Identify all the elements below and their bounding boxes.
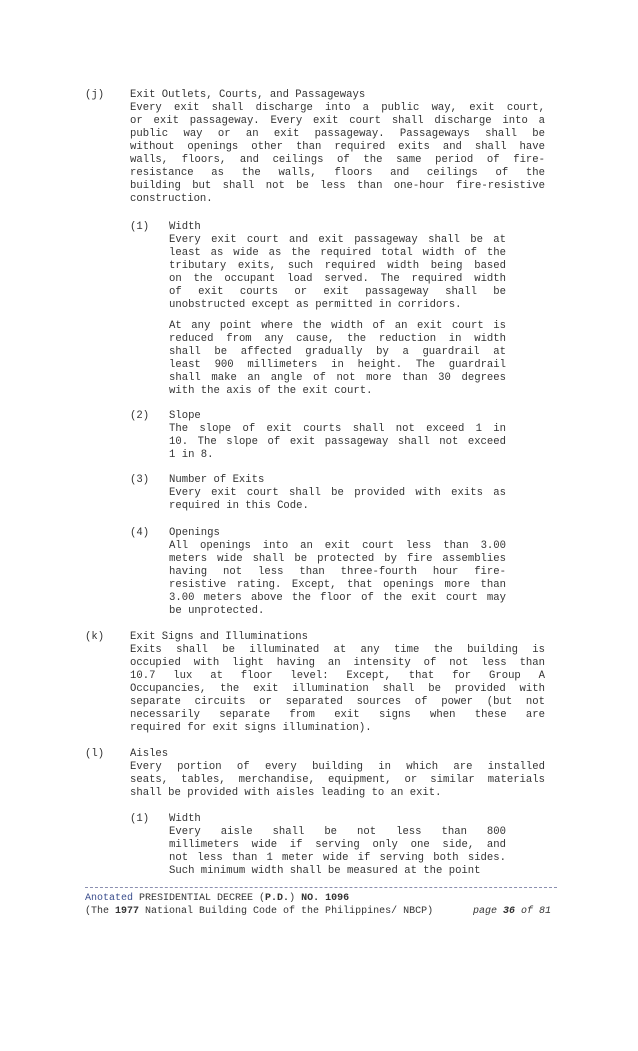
- j-sub4-line: having not less than three-fourth hour fire-: [169, 566, 506, 578]
- j-sub1-para1-line: tributary exits, such required width being based: [169, 260, 506, 272]
- section-j-line: resistance as the walls, floors and ceilings of the: [130, 167, 545, 179]
- section-k-tag: (k): [85, 631, 105, 643]
- section-l-line: Every portion of every building in which are installed: [130, 761, 545, 773]
- footer-page-number: [473, 905, 551, 918]
- footer-anotated: Anotated: [85, 893, 134, 904]
- l-sub1-line: not less than 1 meter wide if serving both sides.: [169, 852, 506, 864]
- j-sub4-tag: (4): [130, 527, 150, 539]
- section-j-line: building but shall not be less than one-hour fire-resistive: [130, 180, 545, 192]
- section-k-line: necessarily separate from exit signs when these are: [130, 709, 545, 721]
- j-sub2-line: The slope of exit courts shall not exceed 1 in: [169, 423, 506, 435]
- j-sub3-tag: (3): [130, 474, 150, 486]
- j-sub1-para2-line: with the axis of the exit court.: [169, 385, 373, 397]
- section-j-line: construction.: [130, 193, 213, 205]
- footer-year: 1977: [115, 906, 140, 917]
- j-sub4-line: be unprotected.: [169, 605, 265, 617]
- footer-page-num: 36: [503, 906, 516, 917]
- footer-page-word: page: [473, 906, 504, 917]
- section-j-heading: Exit Outlets, Courts, and Passageways: [130, 89, 366, 101]
- j-sub4-line: meters wide shall be protected by fire assemblies: [169, 553, 506, 565]
- l-sub1-line: millimeters wide if serving only one side, and: [169, 839, 506, 851]
- j-sub1-tag: (1): [130, 221, 150, 233]
- footer-code-rest: National Building Code of the Philippines/ NBCP): [139, 906, 434, 917]
- l-sub1-heading: Width: [169, 813, 201, 825]
- section-k-line: required for exit signs illumination).: [130, 722, 372, 734]
- footer-line-1: [85, 892, 349, 905]
- footer-pd: P.D.: [265, 893, 290, 904]
- section-j-line: public way or an exit passageway. Passageways shall be: [130, 128, 545, 140]
- j-sub1-para1-line: Every exit court and exit passageway shall be at: [169, 234, 506, 246]
- section-k-line: 10.7 lux at floor level: Except, that for Group A: [130, 670, 545, 682]
- section-k-line: occupied with light having an intensity of not less than: [130, 657, 545, 669]
- j-sub3-line: Every exit court shall be provided with exits as: [169, 487, 506, 499]
- section-l-line: seats, tables, merchandise, equipment, or similar materials: [130, 774, 545, 786]
- l-sub1-line: Such minimum width shall be measured at the point: [169, 865, 481, 877]
- j-sub1-para1-line: of exit courts or exit passageway shall be: [169, 286, 506, 298]
- j-sub1-para2-line: reduced from any cause, the reduction in width: [169, 333, 506, 345]
- footer-total: 81: [539, 906, 552, 917]
- footer-no-prefix: ): [289, 893, 302, 904]
- j-sub1-para2-line: least 900 millimeters in height. The guardrail: [169, 359, 506, 371]
- footer-of-word: of: [515, 906, 540, 917]
- j-sub1-heading: Width: [169, 221, 201, 233]
- footer-line-2: [85, 905, 433, 918]
- l-sub1-tag: (1): [130, 813, 150, 825]
- section-j-line: Every exit shall discharge into a public way, exit court,: [130, 102, 545, 114]
- j-sub2-line: 1 in 8.: [169, 449, 214, 461]
- j-sub1-para1-line: least as wide as the required total width of the: [169, 247, 506, 259]
- section-j-line: without openings other than required exits and shall have: [130, 141, 545, 153]
- j-sub3-line: required in this Code.: [169, 500, 309, 512]
- j-sub4-line: All openings into an exit court less than 3.00: [169, 540, 506, 552]
- j-sub1-para1-line: unobstructed except as permitted in corridors.: [169, 299, 462, 311]
- section-j-line: walls, floors, and ceilings of the same period of fire-: [130, 154, 545, 166]
- l-sub1-line: Every aisle shall be not less than 800: [169, 826, 506, 838]
- j-sub4-heading: Openings: [169, 527, 220, 539]
- j-sub2-tag: (2): [130, 410, 150, 422]
- section-l-line: shall be provided with aisles leading to an exit.: [130, 787, 442, 799]
- footer-divider: [85, 887, 557, 888]
- footer-code-open: (The: [85, 906, 116, 917]
- section-k-line: Occupancies, the exit illumination shall be provided with: [130, 683, 545, 695]
- j-sub1-para2-line: shall make an angle of not more than 30 degrees: [169, 372, 506, 384]
- j-sub1-para2-line: shall be affected gradually by a guardrail at: [169, 346, 506, 358]
- section-j-line: or exit passageway. Every exit court shall discharge into a: [130, 115, 545, 127]
- footer-no: NO. 1096: [301, 893, 350, 904]
- section-k-line: Exits shall be illuminated at any time the building is: [130, 644, 545, 656]
- section-l-heading: Aisles: [130, 748, 169, 760]
- j-sub2-heading: Slope: [169, 410, 201, 422]
- j-sub2-line: 10. The slope of exit passageway shall not exceed: [169, 436, 506, 448]
- section-k-line: separate circuits or separated sources of power (but not: [130, 696, 545, 708]
- j-sub3-heading: Number of Exits: [169, 474, 265, 486]
- section-k-heading: Exit Signs and Illuminations: [130, 631, 309, 643]
- j-sub4-line: resistive rating. Except, that openings more than: [169, 579, 506, 591]
- section-l-tag: (l): [85, 748, 105, 760]
- section-j-tag: (j): [85, 89, 105, 101]
- j-sub1-para2-line: At any point where the width of an exit court is: [169, 320, 506, 332]
- j-sub1-para1-line: on the occupant load served. The required width: [169, 273, 506, 285]
- footer-decree: PRESIDENTIAL DECREE (: [133, 893, 266, 904]
- j-sub4-line: 3.00 meters above the floor of the exit court may: [169, 592, 506, 604]
